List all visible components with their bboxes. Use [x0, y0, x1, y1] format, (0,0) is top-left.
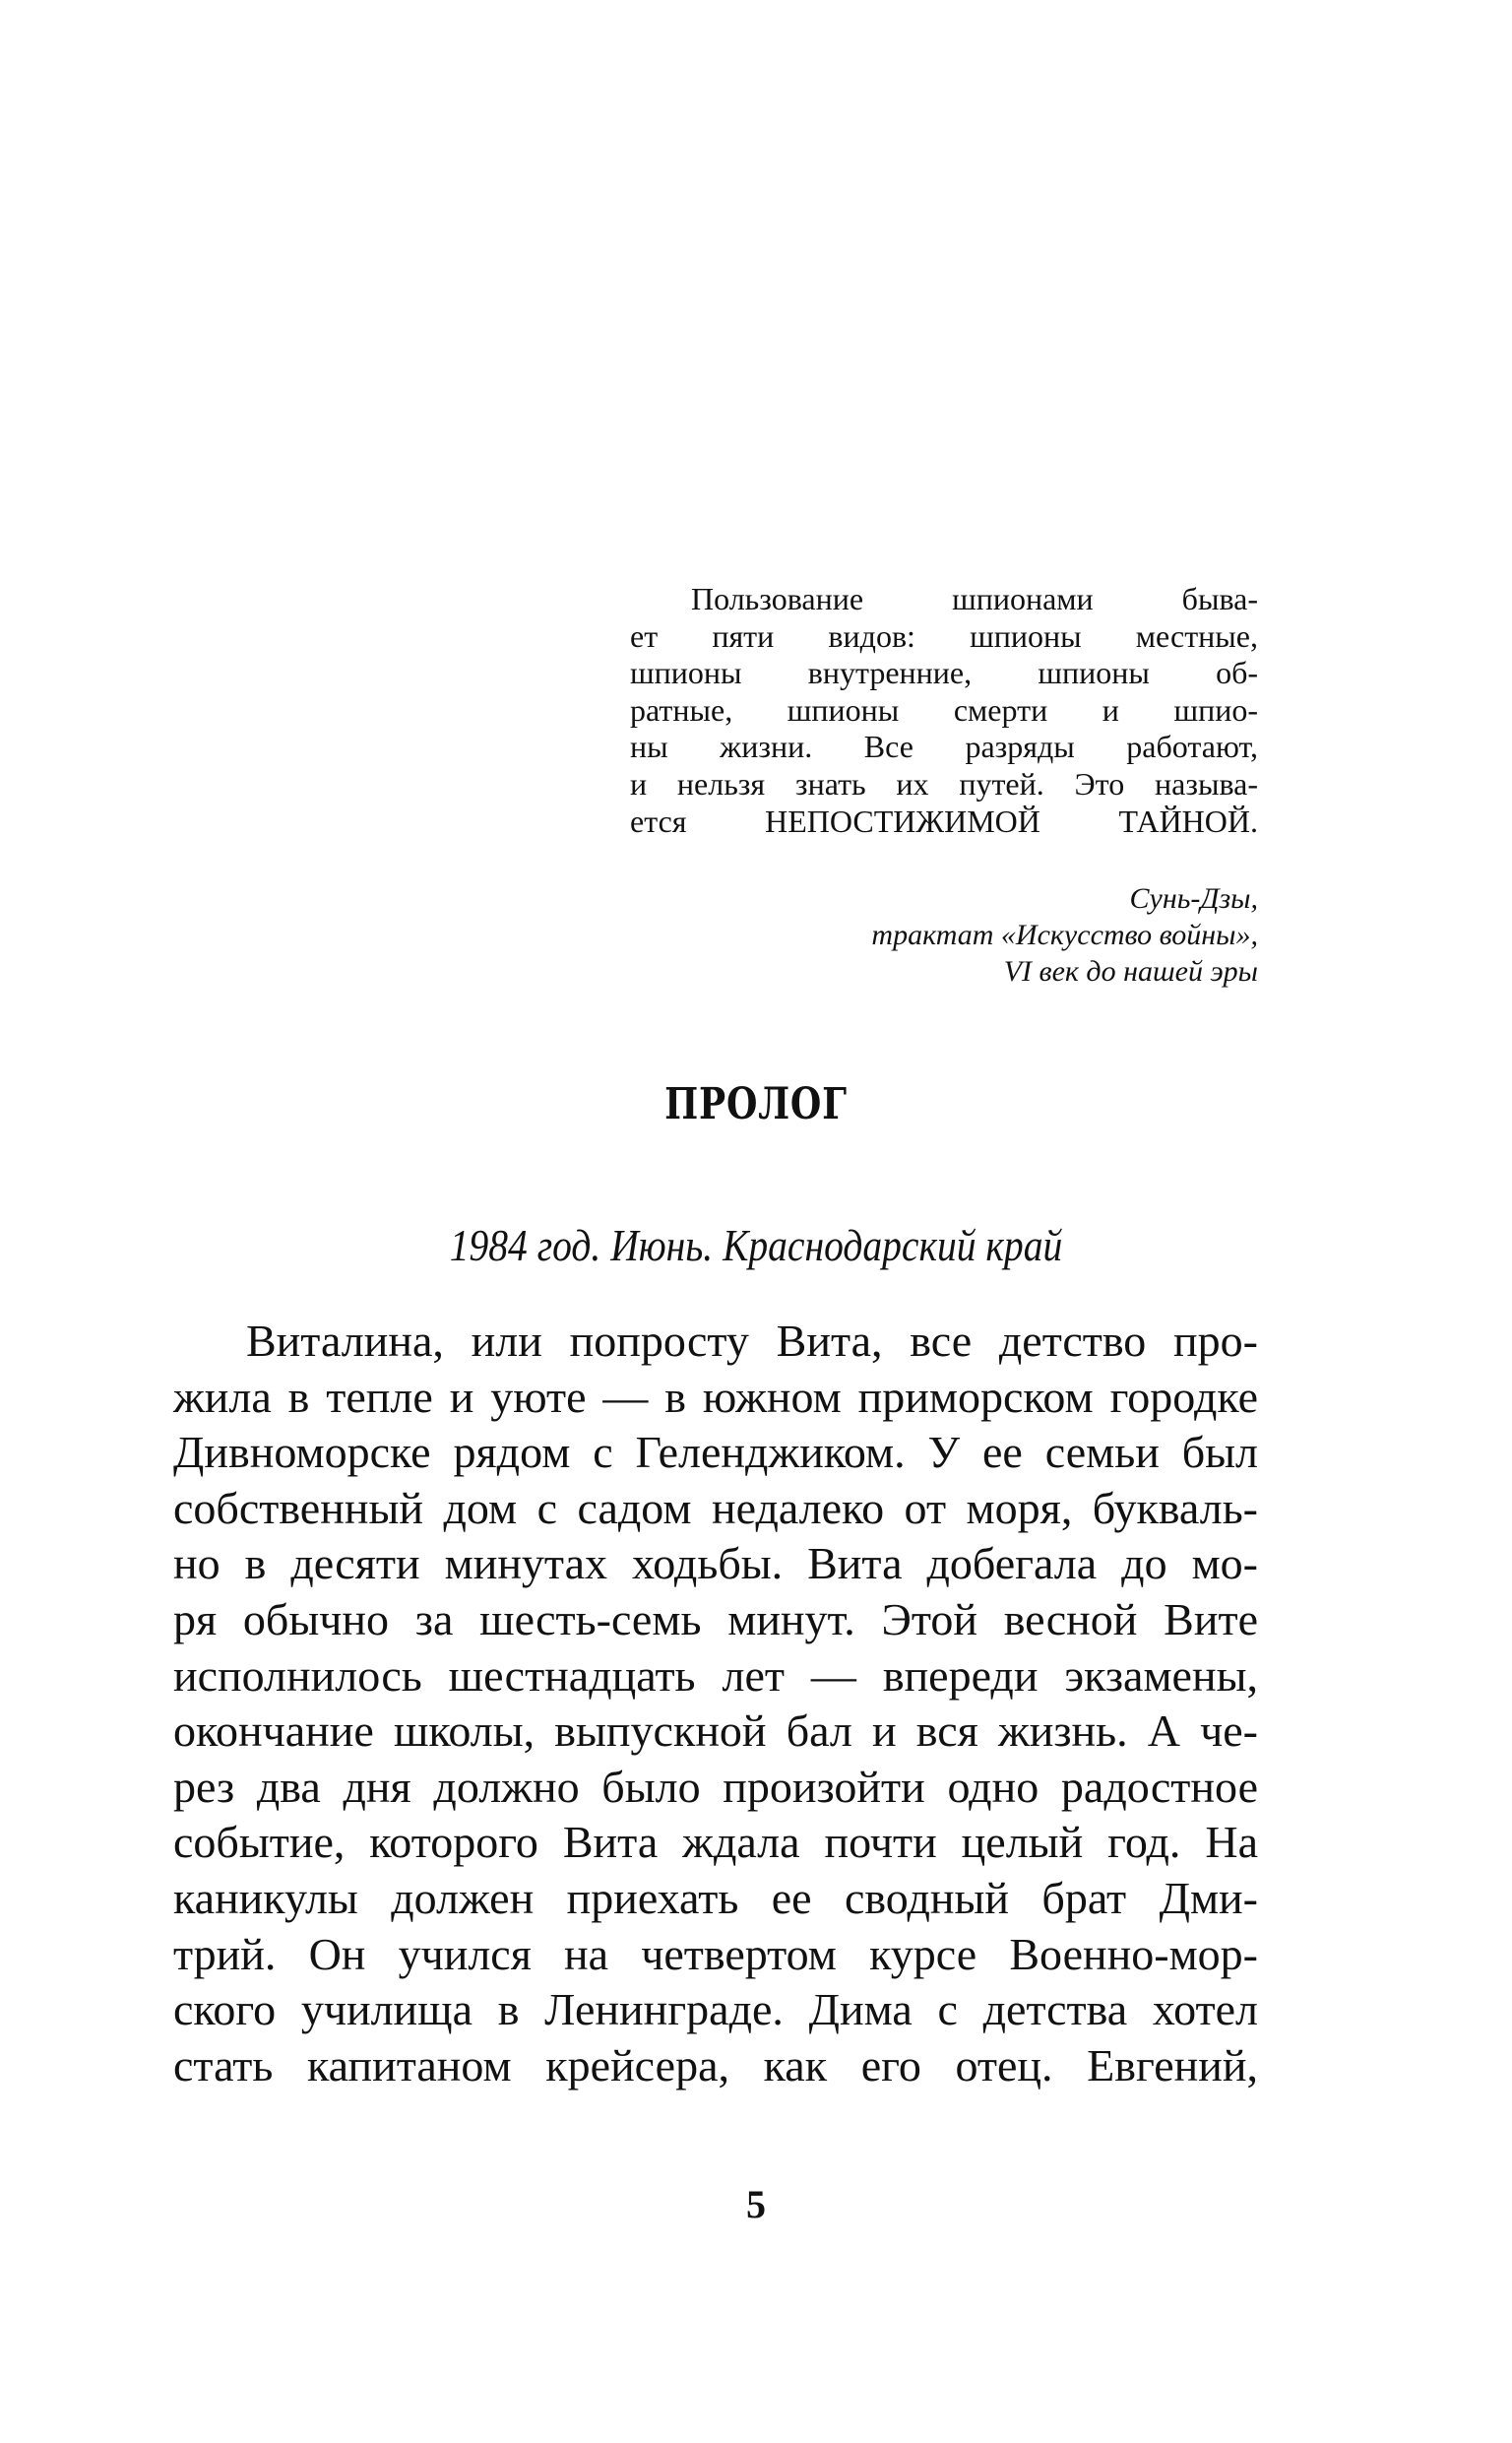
text-line: ского училища в Ленинграде. Дима с детства хотел	[173, 1984, 1258, 2035]
text-line: событие, которого Вита ждала почти целый год. На	[173, 1817, 1258, 1868]
epigraph-line: ет пяти видов: шпионы местные,	[630, 617, 1258, 654]
text-line: исполнилось шестнадцать лет — впереди экзамены,	[173, 1649, 1258, 1701]
epigraph-line: ратные, шпионы смерти и шпио-	[630, 691, 1258, 728]
epigraph	[630, 581, 1258, 840]
text-line: но в десяти минутах ходьбы. Вита добегала до мо-	[173, 1538, 1258, 1589]
text-line: стать капитаном крейсера, как его отец. Евгений,	[173, 2039, 1258, 2090]
epigraph-line: ны жизни. Все разряды работают,	[630, 729, 1258, 765]
attribution-work: трактат «Искусство войны»,	[871, 919, 1258, 951]
text-line: окончание школы, выпускной бал и вся жизнь. А че-	[173, 1705, 1258, 1757]
text-line: трий. Он учился на четвертом курсе Военно-мор-	[173, 1928, 1258, 1979]
text-line: каникулы должен приехать ее сводный брат Дми-	[173, 1872, 1258, 1923]
text-line: рез два дня должно было произойти одно радостное	[173, 1761, 1258, 1812]
text-line: Дивноморске рядом с Геленджиком. У ее семьи был	[173, 1427, 1258, 1478]
epigraph-line: Пользование шпионами быва-	[691, 581, 1258, 616]
epigraph-line: шпионы внутренние, шпионы об-	[630, 655, 1258, 691]
epigraph-line: ется НЕПОСТИЖИМОЙ ТАЙНОЙ.	[630, 803, 1258, 839]
attribution-era: VI век до нашей эры	[1003, 955, 1258, 988]
page-number: 5	[746, 2182, 766, 2226]
text-line: Виталина, или попросту Вита, все детство про-	[246, 1316, 1258, 1366]
epigraph-attribution	[630, 880, 1258, 990]
text-line: ря обычно за шесть-семь минут. Этой весной Вите	[173, 1593, 1258, 1644]
chapter-subtitle: 1984 год. Июнь. Краснодарский край	[449, 1220, 1063, 1270]
chapter-title: ПРОЛОГ	[664, 1079, 848, 1129]
text-line: собственный дом с садом недалеко от моря, букваль-	[173, 1482, 1258, 1533]
epigraph-line: и нельзя знать их путей. Это называ-	[630, 765, 1258, 802]
text-line: жила в тепле и уюте — в южном приморском городке	[173, 1371, 1258, 1422]
body-text	[173, 1314, 1258, 2093]
attribution-author: Сунь-Дзы,	[1129, 882, 1258, 915]
